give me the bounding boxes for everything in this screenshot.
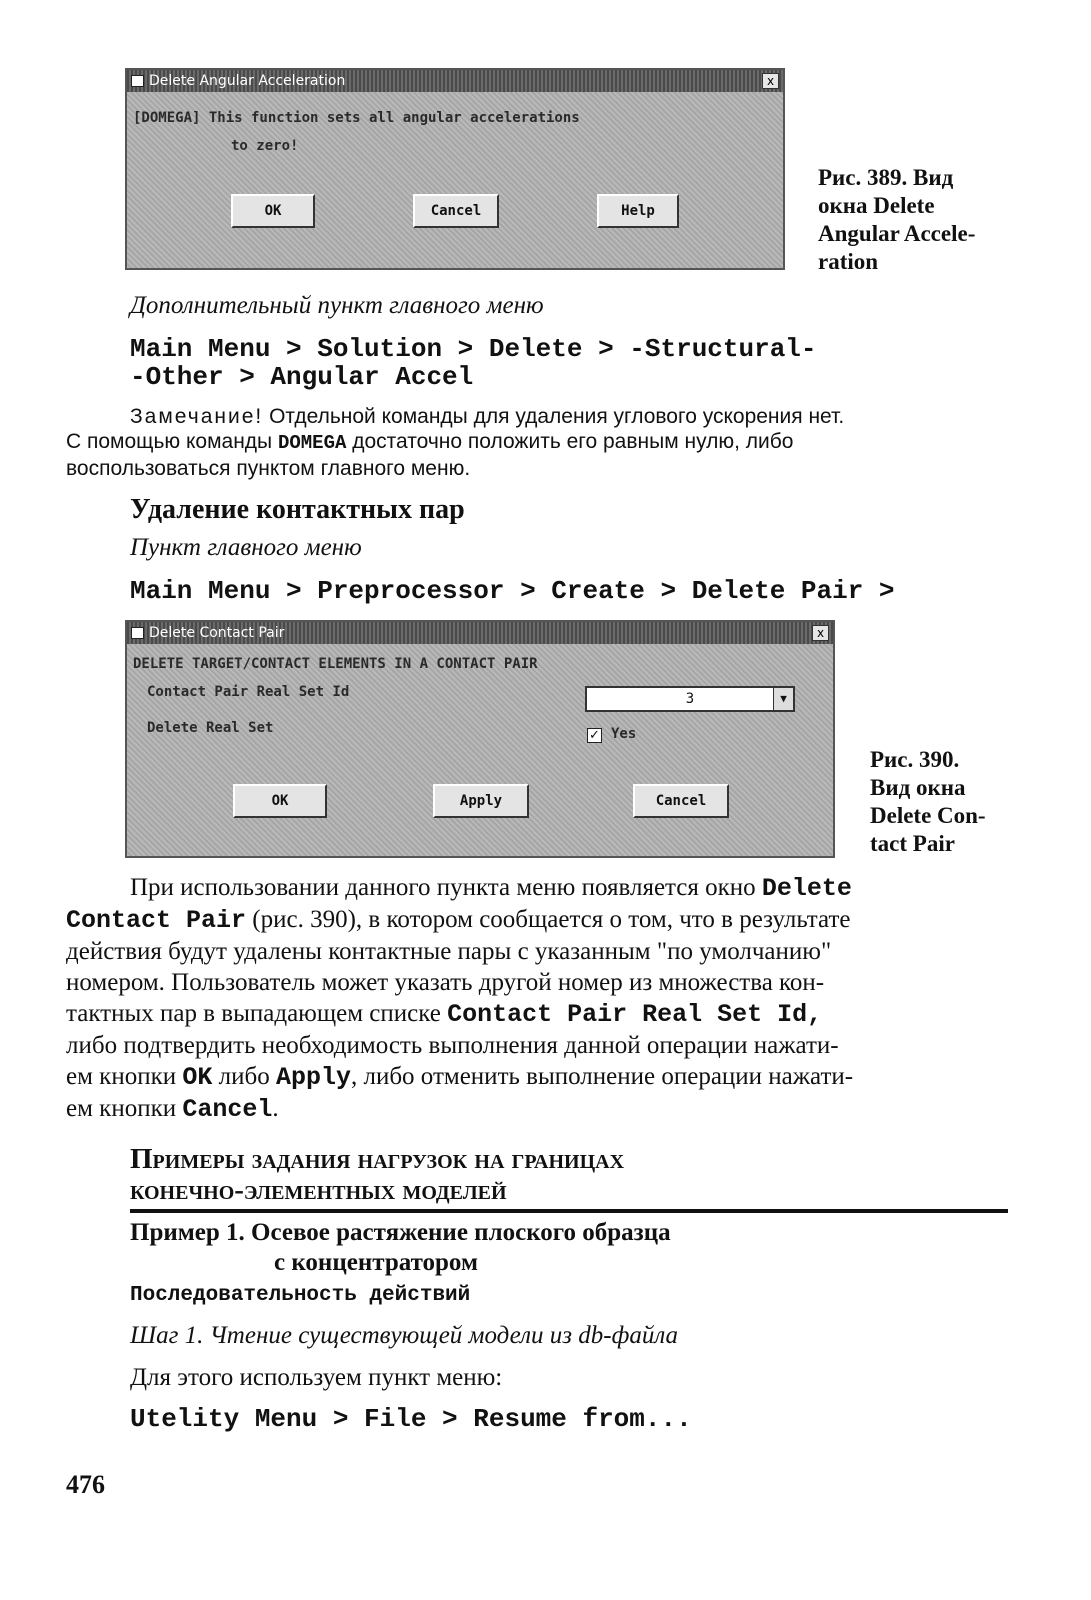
heading-delete-contact-pairs: Удаление контактных пар [130, 494, 465, 525]
delete-real-set-value: Yes [611, 726, 637, 742]
use-menu-text: Для этого используем пункт меню: [130, 1364, 503, 1391]
delete-real-set-label: Delete Real Set [147, 720, 274, 736]
dialog-message-line1: [DOMEGA] This function sets all angular accelerations [133, 110, 580, 126]
note-paragraph: Замечание! Отдельной команды для удаления углового ускорения нет. С помощью команды DOMEGA достаточно положить его равным нулю, либо воспользоваться пунктом главного меню. [66, 405, 845, 480]
contact-pair-id-label: Contact Pair Real Set Id [147, 684, 350, 700]
cancel-button[interactable]: Cancel [413, 194, 499, 228]
figure-390-caption: Рис. 390. Вид окна Delete Con- tact Pair [870, 747, 986, 856]
example-1-title: Пример 1. Осевое растяжение плоского образца с концентратором [130, 1219, 671, 1276]
heading-rule [130, 1209, 1008, 1213]
dialog-header: DELETE TARGET/CONTACT ELEMENTS IN A CONTACT PAIR [133, 656, 538, 672]
step-1-title: Шаг 1. Чтение существующей модели из db-файла [130, 1322, 679, 1349]
delete-real-set-checkbox[interactable]: ✓ [587, 728, 602, 743]
menu-path-resume: Utelity Menu > File > Resume from... [130, 1404, 692, 1434]
dialog-message-line2: to zero! [231, 138, 299, 154]
ok-button[interactable]: OK [233, 784, 327, 818]
close-icon[interactable]: x [812, 625, 829, 641]
dialog-titlebar[interactable] [127, 622, 833, 644]
note-label: Замечание! [130, 405, 264, 428]
close-icon[interactable]: x [762, 73, 779, 89]
delete-angular-acceleration-dialog [125, 68, 785, 270]
figure-389-caption: Рис. 389. Вид окна Delete Angular Accele- ration [818, 165, 976, 274]
chevron-down-icon[interactable]: ▼ [773, 688, 793, 710]
page-number: 476 [66, 1470, 105, 1499]
dialog-title: Delete Contact Pair [149, 625, 285, 641]
action-sequence-label: Последовательность действий [130, 1284, 471, 1307]
subtitle-additional-menu: Дополнительный пункт главного меню [130, 292, 544, 319]
contact-pair-id-value: 3 [685, 691, 695, 707]
ok-button[interactable]: OK [231, 194, 315, 228]
menu-path-angular-accel-2: -Other > Angular Accel [130, 362, 474, 392]
subtitle-main-menu-item: Пункт главного меню [130, 534, 362, 561]
menu-path-angular-accel-1: Main Menu > Solution > Delete > -Structural- [130, 334, 817, 364]
dialog-title: Delete Angular Acceleration [149, 73, 346, 89]
apply-button[interactable]: Apply [433, 784, 529, 818]
section-heading: Примеры задания нагрузок на границах конечно-элементных моделей [130, 1143, 625, 1206]
window-icon [131, 75, 144, 87]
delete-contact-pair-dialog [125, 620, 835, 858]
contact-pair-paragraph: При использовании данного пункта меню появляется окно Delete Contact Pair (рис. 390), в котором сообщается о том, что в результате действия будут удалены контактные пары с указанным "по умолчанию" номером. Пользователь может указать другой номер из множества кон- тактных пар в выпадающем списке Contact Pair Real Set Id, либо подтвердить необходимость выполнения данной операции нажати- ем кнопки OK либо Apply, либо отменить выполнение операции нажати- ем кнопки Cancel. [66, 874, 854, 1124]
domega-command: DOMEGA [277, 432, 347, 454]
window-icon [131, 627, 144, 639]
cancel-button[interactable]: Cancel [633, 784, 729, 818]
help-button[interactable]: Help [597, 194, 679, 228]
menu-path-delete-pair: Main Menu > Preprocessor > Create > Delete Pair > [130, 576, 895, 606]
contact-pair-id-select[interactable] [585, 686, 795, 712]
dialog-titlebar[interactable] [127, 70, 783, 92]
